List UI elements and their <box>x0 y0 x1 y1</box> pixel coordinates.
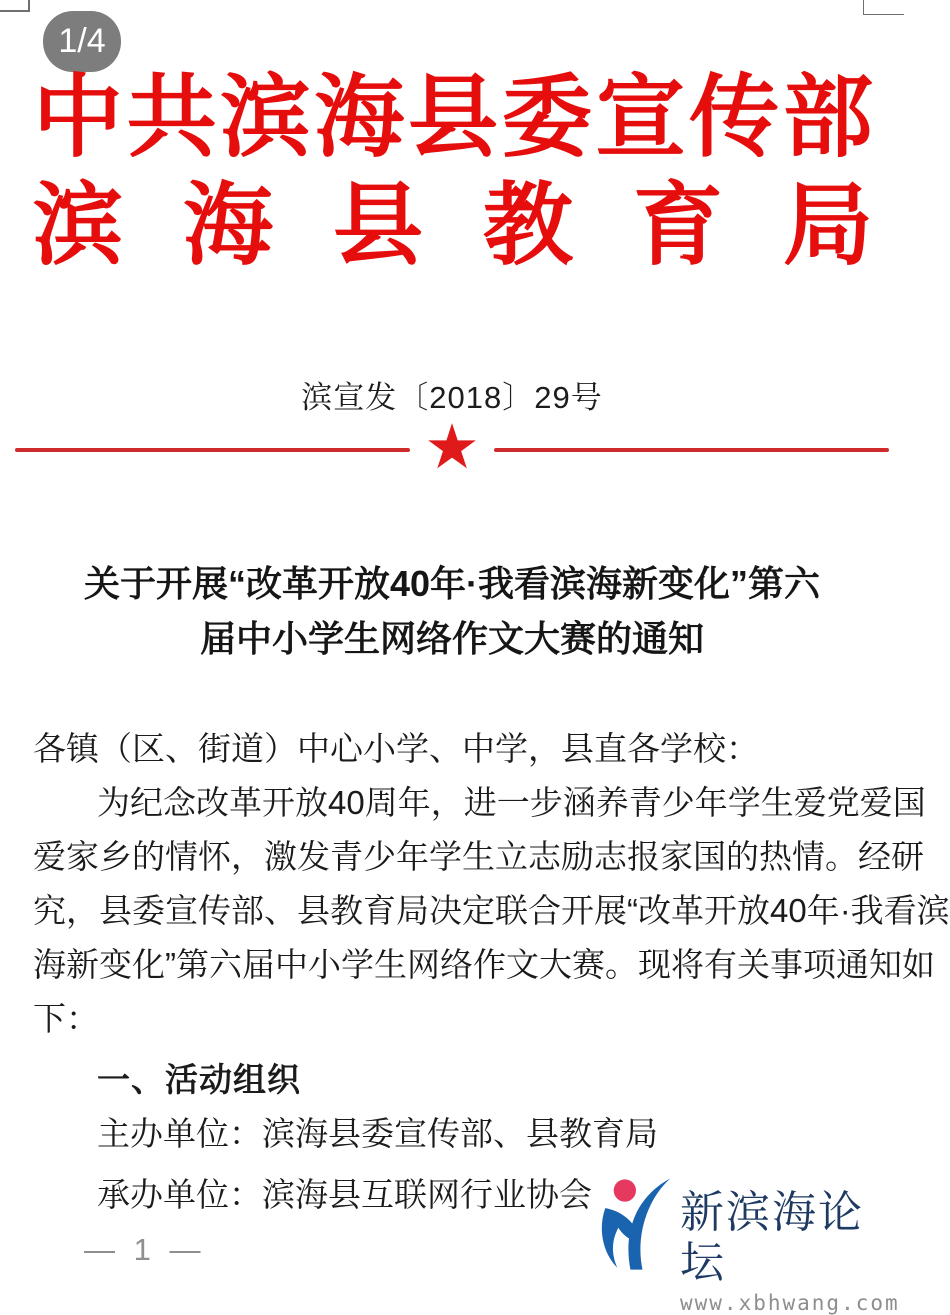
issuer-line-1: 中 共 滨 海 县 委 宣 传 部 <box>33 68 873 168</box>
divider-line-left <box>15 448 410 452</box>
notice-title-line2: 届中小学生网络作文大赛的通知 <box>199 618 704 659</box>
image-page-count-label: 1/4 <box>58 22 106 60</box>
forum-watermark <box>596 1176 898 1315</box>
forum-watermark-text <box>680 1176 900 1315</box>
body-line: 下： <box>33 1000 99 1037</box>
forum-name: 新滨海论坛 <box>680 1188 864 1287</box>
body-line: 一、活动组织 <box>97 1061 301 1098</box>
divider-line-right <box>494 448 889 452</box>
notice-title-line1: 关于开展“改革开放40年·我看滨海新变化”第六 <box>83 563 821 604</box>
star-divider <box>15 413 889 482</box>
body-line: 海新变化”第六届中小学生网络作文大赛。现将有关事项通知如 <box>33 946 935 983</box>
forum-logo-icon <box>596 1176 676 1272</box>
notice-body <box>33 722 950 1222</box>
crop-corner-right <box>863 0 904 15</box>
body-line: 各镇（区、街道）中心小学、中学，县直各学校： <box>33 730 759 767</box>
notice-title <box>33 556 871 666</box>
body-line: 究，县委宣传部、县教育局决定联合开展“改革开放40年·我看滨 <box>33 892 950 929</box>
page-number-footer: — 1 — <box>84 1232 206 1267</box>
body-line: 爱家乡的情怀，激发青少年学生立志励志报家国的热情。经研 <box>33 838 924 875</box>
issuer-line-2: 滨 海 县 教 育 局 <box>33 176 873 276</box>
body-line: 承办单位：滨海县互联网行业协会 <box>97 1176 592 1213</box>
star-icon: ★ <box>424 413 480 482</box>
letterhead <box>33 64 873 280</box>
image-page-count-badge <box>43 11 121 72</box>
body-line: 主办单位：滨海县委宣传部、县教育局 <box>97 1115 658 1152</box>
forum-url: www.xbhwang.com <box>680 1291 900 1315</box>
body-line: 为纪念改革开放40周年，进一步涵养青少年学生爱党爱国 <box>97 784 926 821</box>
document-number: 滨宣发〔2018〕29号 <box>301 380 603 415</box>
crop-corner-left <box>0 0 30 12</box>
